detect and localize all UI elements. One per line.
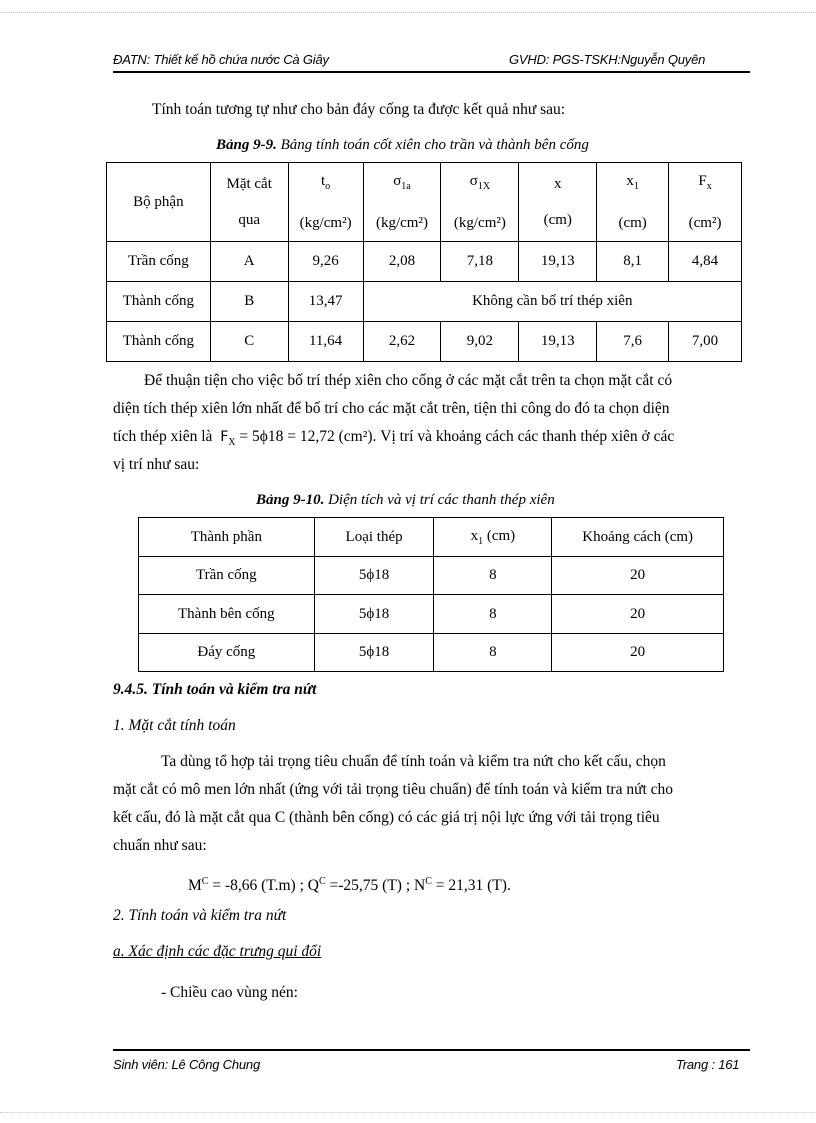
subsection-2-heading: 2. Tính toán và kiểm tra nứt: [113, 907, 287, 924]
table2-header-thanh-phan: Thành phần: [139, 518, 315, 557]
para3-line1: Ta dùng tổ hợp tải trọng tiêu chuẩn để tính toán và kiểm tra nứt cho kết cấu, chọn: [161, 753, 666, 770]
table1-header-mat-cat: Mặt cắt qua: [210, 163, 288, 242]
table-cell: 8: [434, 634, 552, 672]
bottom-dotted-border: [0, 1112, 816, 1113]
table-cell: 20: [552, 557, 724, 595]
table2-caption-text: Diện tích và vị trí các thanh thép xiên: [324, 492, 555, 508]
para2-line2: diện tích thép xiên lớn nhất để bố trí cho các mặt cắt trên, tiện thi công do đó ta chọn diện: [113, 400, 670, 417]
table2-header-x1: $x_1$ (cm): [434, 518, 552, 557]
table-row: [139, 634, 724, 672]
table1-header-sigma1x: $\sigma_{1X}$ (kg/cm²): [441, 163, 519, 242]
table1-header-row: [107, 163, 742, 242]
table1-header-x: x (cm): [519, 163, 597, 242]
bullet-chieu-cao: - Chiều cao vùng nén:: [161, 984, 298, 1001]
table-cell: 8: [434, 557, 552, 595]
table-cell: Thành bên cống: [139, 595, 315, 634]
table-cell: 11,64: [288, 322, 363, 362]
table-cell: 20: [552, 595, 724, 634]
table-cell: Thành cống: [107, 322, 211, 362]
table1-caption-text: Bảng tính toán cốt xiên cho trần và thành bên cống: [276, 137, 589, 153]
table-cell: 2,62: [363, 322, 441, 362]
para3-line2: mặt cắt có mô men lớn nhất (ứng với tải trọng tiêu chuẩn) để tính toán và kiểm tra nứt cho: [113, 781, 674, 798]
table2-header-khoang-cach: Khoảng cách (cm): [552, 518, 724, 557]
table-cell: 2,08: [363, 242, 441, 282]
table-cell: 20: [552, 634, 724, 672]
table-cell: 13,47: [288, 282, 363, 322]
table-cell: A: [210, 242, 288, 282]
table-cell: Thành cống: [107, 282, 211, 322]
table1-caption-number: Bảng 9-9.: [216, 137, 277, 153]
table-cell: 5ϕ18: [314, 595, 434, 634]
table2-caption: [256, 492, 555, 509]
table-cell: 7,00: [669, 322, 742, 362]
table-row: [107, 242, 742, 282]
table-cell-merged: Không cần bố trí thép xiên: [363, 282, 741, 322]
table-cell: Trần cống: [139, 557, 315, 595]
table-row: [139, 557, 724, 595]
table1-header-bo-phan: Bộ phận: [107, 163, 211, 242]
table2: [138, 517, 724, 672]
table2-header-loai-thep: Loại thép: [314, 518, 434, 557]
table-row: [139, 595, 724, 634]
table1-header-x1: $x_1$ (cm): [597, 163, 669, 242]
table1-header-to: $t_o$ (kg/cm²): [288, 163, 363, 242]
header-left: ĐATN: Thiết kế hồ chứa nước Cà Giây: [113, 52, 329, 67]
subsection-a-heading: a. Xác định các đặc trưng qui đổi: [113, 943, 322, 960]
table-cell: 7,18: [441, 242, 519, 282]
table-cell: C: [210, 322, 288, 362]
para3-line4: chuẩn như sau:: [113, 837, 207, 854]
table-cell: Trần cống: [107, 242, 211, 282]
table-cell: 19,13: [519, 322, 597, 362]
table1-header-fx: $F_x$ (cm²): [669, 163, 742, 242]
para2-line3: tích thép xiên là $F_X = 5\phi 18 = 12,72$ (cm²). Vị trí và khoảng cách các thanh thép xiên ở các: [113, 428, 675, 449]
subsection-1-heading: 1. Mặt cắt tính toán: [113, 717, 236, 734]
para2-line1: Để thuận tiện cho việc bố trí thép xiên cho cống ở các mặt cắt trên ta chọn mặt cắt có: [144, 372, 673, 389]
table-row: [107, 322, 742, 362]
para3-line3: kết cấu, đó là mặt cắt qua C (thành bên cống) có các giá trị nội lực ứng với tải trọng tiêu: [113, 809, 660, 826]
table-cell: 5ϕ18: [314, 634, 434, 672]
table2-caption-number: Bảng 9-10.: [256, 492, 325, 508]
internal-forces-formula: $M^C = -8,66$ (T.m) ; $Q^C =-25,75$ (T) ; $N^C = 21,31$ (T).: [188, 876, 511, 895]
table1: [106, 162, 742, 362]
table1-caption: [216, 137, 589, 154]
table-cell: 19,13: [519, 242, 597, 282]
table-cell: 7,6: [597, 322, 669, 362]
para2-line4: vị trí như sau:: [113, 456, 200, 473]
table-cell: 4,84: [669, 242, 742, 282]
section-heading: 9.4.5. Tính toán và kiểm tra nứt: [113, 681, 317, 698]
table-cell: 5ϕ18: [314, 557, 434, 595]
top-dotted-border: [0, 12, 816, 13]
table-cell: 9,02: [441, 322, 519, 362]
header-rule: [113, 71, 750, 73]
table-cell: Đáy cống: [139, 634, 315, 672]
table-cell: 8: [434, 595, 552, 634]
table-cell: 9,26: [288, 242, 363, 282]
table-cell: B: [210, 282, 288, 322]
footer-rule: [113, 1049, 750, 1051]
table1-header-sigma1a: $\sigma_{1a}$ (kg/cm²): [363, 163, 441, 242]
footer-right: Trang : 161: [676, 1057, 740, 1072]
table2-header-row: [139, 518, 724, 557]
header-right: GVHD: PGS-TSKH:Nguyễn Quyên: [509, 52, 706, 67]
intro-paragraph: Tính toán tương tự như cho bản đáy cống ta được kết quả như sau:: [152, 101, 566, 118]
footer-left: Sinh viên: Lê Công Chung: [113, 1057, 260, 1072]
table-cell: 8,1: [597, 242, 669, 282]
table-row: [107, 282, 742, 322]
